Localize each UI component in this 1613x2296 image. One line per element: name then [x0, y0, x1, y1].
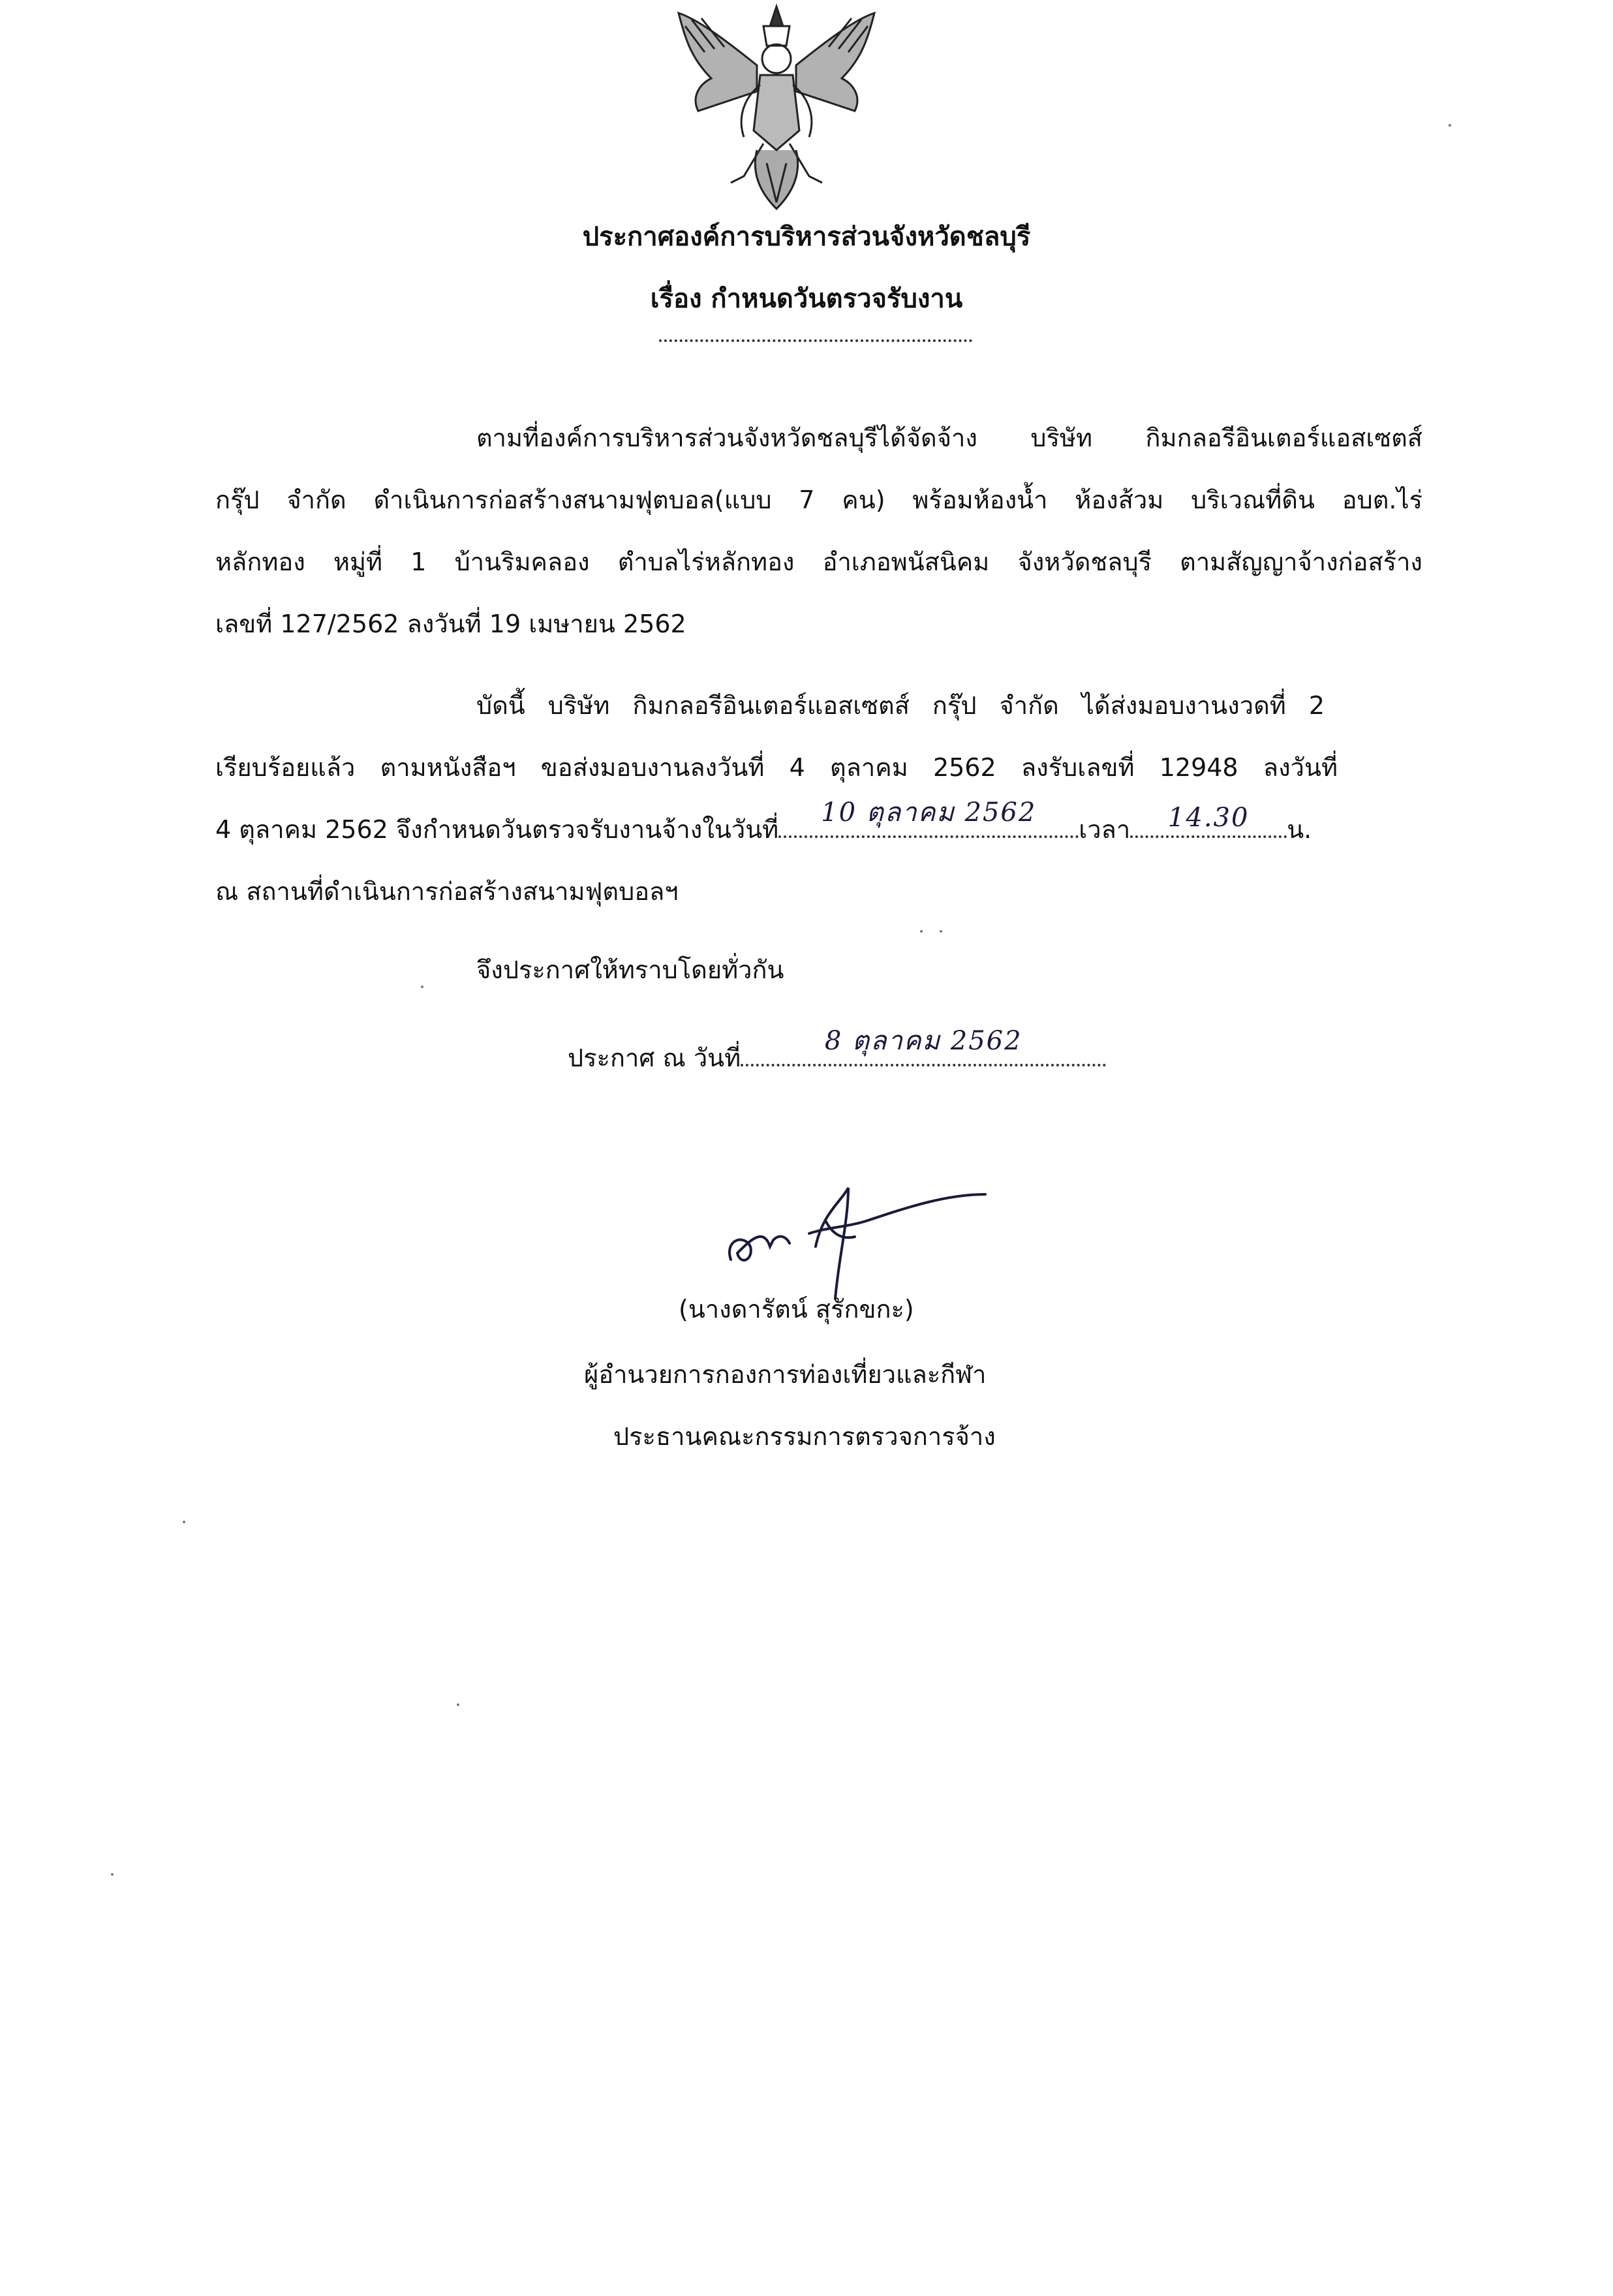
- handwritten-signature: [718, 1162, 992, 1305]
- announce-date-field: [741, 1026, 1106, 1066]
- inspection-date-field: [778, 798, 1079, 838]
- time-label: เวลา: [1079, 815, 1131, 844]
- inspection-date-handwritten: 10 ตุลาคม 2562: [821, 798, 1037, 828]
- paragraph1-line4: เลขที่ 127/2562 ลงวันที่ 19 เมษายน 2562: [215, 610, 686, 638]
- scan-speck: [920, 930, 923, 933]
- inspection-time-field: [1130, 803, 1287, 838]
- scan-speck: [457, 1703, 459, 1706]
- paragraph2-line2: เรียบร้อยแล้ว ตามหนังสือฯ ขอส่งมอบงานลงวันที่ 4 ตุลาคม 2562 ลงรับเลขที่ 12948 ลงวันที่: [215, 753, 1338, 782]
- scan-speck: [421, 985, 423, 988]
- time-suffix: น.: [1287, 815, 1312, 844]
- inspection-time-handwritten: 14.30: [1167, 803, 1250, 833]
- announce-date-handwritten: 8 ตุลาคม 2562: [824, 1026, 1022, 1056]
- signatory-committee-role: ประธานคณะกรรมการตรวจการจ้าง: [613, 1422, 996, 1451]
- closing-statement: จึงประกาศให้ทราบโดยทั่วกัน: [476, 955, 784, 984]
- garuda-emblem-icon: [653, 0, 900, 215]
- signatory-name: (นางดารัตน์ สุรักขกะ): [679, 1295, 914, 1324]
- announcement-subject: เรื่อง กำหนดวันตรวจรับงาน: [650, 284, 963, 314]
- paragraph2-line3: [215, 798, 1312, 849]
- title-divider: [659, 339, 972, 342]
- signatory-position: ผู้อำนวยการกองการท่องเที่ยวและกีฬา: [584, 1360, 987, 1389]
- inspection-date-prefix: 4 ตุลาคม 2562 จึงกำหนดวันตรวจรับงานจ้างในวันที่: [215, 815, 779, 844]
- scan-speck: [183, 1521, 185, 1523]
- paragraph1-line2: กรุ๊ป จำกัด ดำเนินการก่อสร้างสนามฟุตบอล(แบบ 7 คน) พร้อมห้องน้ำ ห้องส้วม บริเวณที่ดิน อบต.ไร่: [215, 486, 1422, 514]
- paragraph1-line1: ตามที่องค์การบริหารส่วนจังหวัดชลบุรีได้จัดจ้าง บริษัท กิมกลอรีอินเตอร์แอสเซตส์: [476, 424, 1422, 452]
- scan-speck: [1449, 124, 1451, 127]
- announcement-title: ประกาศองค์การบริหารส่วนจังหวัดชลบุรี: [582, 222, 1031, 252]
- scan-speck: [940, 930, 942, 933]
- scan-speck: [111, 1873, 114, 1876]
- paragraph1-line3: หลักทอง หมู่ที่ 1 บ้านริมคลอง ตำบลไร่หลักทอง อำเภอพนัสนิคม จังหวัดชลบุรี ตามสัญญาจ้างก่อสร้าง: [215, 548, 1422, 576]
- announce-date-label: ประกาศ ณ วันที่: [568, 1044, 741, 1072]
- announce-date-line: [568, 1026, 1106, 1078]
- paragraph2-line4: ณ สถานที่ดำเนินการก่อสร้างสนามฟุตบอลฯ: [215, 877, 679, 906]
- paragraph2-line1: บัดนี้ บริษัท กิมกลอรีอินเตอร์แอสเซตส์ กรุ๊ป จำกัด ได้ส่งมอบงานงวดที่ 2: [476, 691, 1325, 720]
